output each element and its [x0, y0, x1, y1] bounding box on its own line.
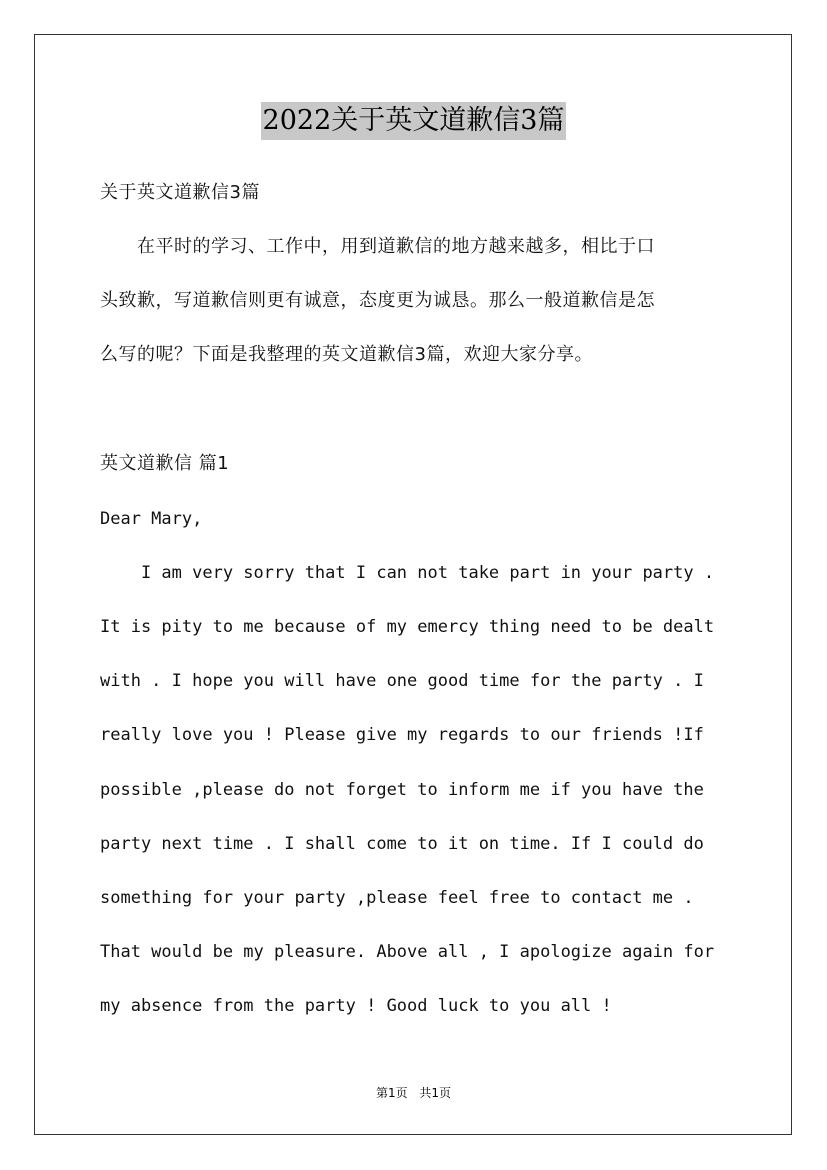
letter-line: party next time . I shall come to it on time. If I could do: [100, 834, 704, 854]
intro-line: 在平时的学习、工作中，用到道歉信的地方越来越多，相比于口: [100, 236, 655, 257]
letter-line: really love you ! Please give my regards to our friends !If: [100, 725, 704, 745]
letter-line: something for your party ,please feel free to contact me .: [100, 888, 694, 908]
document-title: 2022关于英文道歉信3篇: [261, 102, 567, 140]
letter-line: with . I hope you will have one good time for the party . I: [100, 671, 704, 691]
title-container: [0, 102, 827, 140]
intro-line: 头致歉，写道歉信则更有诚意，态度更为诚恳。那么一般道歉信是怎: [100, 290, 655, 311]
letter-line: possible ,please do not forget to inform me if you have the: [100, 780, 704, 800]
page-number: 第1页: [375, 1086, 408, 1100]
subtitle: 关于英文道歉信3篇: [100, 182, 260, 203]
salutation: Dear Mary,: [100, 509, 203, 529]
letter-line: That would be my pleasure. Above all , I apologize again for: [100, 942, 715, 962]
page-total: 共1页: [419, 1086, 452, 1100]
section-heading: 英文道歉信 篇1: [100, 453, 230, 474]
page-footer: [0, 1084, 827, 1101]
intro-line: 么写的呢？下面是我整理的英文道歉信3篇，欢迎大家分享。: [100, 344, 593, 365]
letter-line: I am very sorry that I can not take part in your party .: [100, 563, 715, 583]
letter-line: my absence from the party ! Good luck to you all !: [100, 996, 612, 1016]
letter-line: It is pity to me because of my emercy thing need to be dealt: [100, 617, 715, 637]
